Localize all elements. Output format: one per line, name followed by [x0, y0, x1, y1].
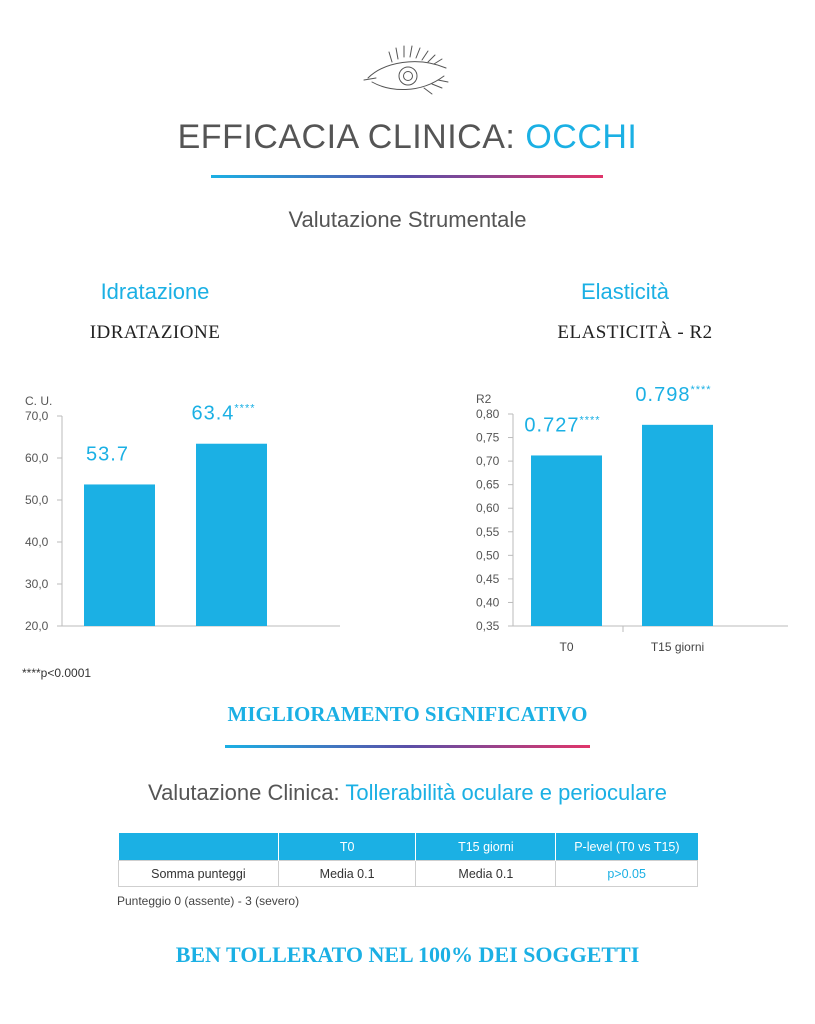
scale-note: Punteggio 0 (assente) - 3 (severo): [117, 894, 300, 908]
result-headline: MIGLIORAMENTO SIGNIFICATIVO: [227, 702, 588, 726]
table-cell: p>0.05: [556, 861, 698, 887]
bar: [84, 484, 155, 626]
y-tick-label: 0,65: [476, 477, 500, 492]
y-tick-label: 0,70: [476, 454, 500, 469]
bar: [531, 455, 602, 626]
bar: [196, 444, 267, 626]
x-tick-label: T0: [559, 640, 574, 654]
y-tick-label: 0,40: [476, 595, 500, 610]
tolerance-headline: BEN TOLLERATO NEL 100% DEI SOGGETTI: [175, 942, 640, 967]
chart-idratazione: [0, 380, 400, 650]
y-tick-label: 40,0: [25, 535, 49, 549]
significance-footnote: ****p<0.0001: [22, 666, 92, 680]
y-tick-label: 0,55: [476, 524, 500, 539]
page-title: EFFICACIA CLINICA: OCCHI: [177, 118, 638, 156]
tolerability-table: [118, 833, 698, 887]
y-tick-label: 0,60: [476, 501, 500, 516]
table-header-cell: [119, 833, 279, 861]
table-header-cell: T15 giorni: [416, 833, 556, 861]
y-tick-label: 0,50: [476, 548, 500, 563]
data-label: 0.727****: [524, 414, 601, 437]
y-tick-label: 0,75: [476, 430, 500, 445]
section-heading-elasticita: Elasticità: [580, 279, 670, 304]
table-header-cell: T0: [278, 833, 416, 861]
y-axis-label: C. U.: [25, 394, 53, 408]
table-cell: Somma punteggi: [119, 861, 279, 887]
title-divider: [211, 175, 603, 178]
chart-elasticita: [405, 370, 810, 665]
data-label: 63.4****: [191, 402, 256, 425]
y-axis-label: R2: [476, 392, 492, 406]
table-header-cell: P-level (T0 vs T15): [556, 833, 698, 861]
y-tick-label: 30,0: [25, 577, 49, 591]
significance-marker: ****: [579, 414, 601, 427]
y-tick-label: 0,45: [476, 571, 500, 586]
clinical-title: Valutazione Clinica: Tollerabilità oculare e perioculare: [148, 780, 667, 805]
y-tick-label: 0,80: [476, 407, 500, 421]
y-tick-label: 50,0: [25, 493, 49, 507]
table-row: [119, 861, 698, 887]
eye-icon: [362, 44, 454, 100]
table-cell: Media 0.1: [278, 861, 416, 887]
page-subtitle: Valutazione Strumentale: [288, 207, 527, 232]
result-divider: [225, 745, 590, 748]
y-tick-label: 0,35: [476, 619, 500, 633]
x-tick-label: T15 giorni: [650, 640, 705, 654]
table-cell: Media 0.1: [416, 861, 556, 887]
data-label: 53.7: [86, 443, 129, 466]
bar: [642, 425, 713, 626]
section-heading-idratazione: Idratazione: [100, 279, 210, 304]
chart-title-elasticita: ELASTICITÀ - R2: [557, 322, 713, 343]
significance-marker: ****: [234, 402, 256, 415]
table-header-row: [119, 833, 698, 861]
chart-title-idratazione: IDRATAZIONE: [89, 322, 221, 343]
significance-marker: ****: [690, 383, 712, 396]
y-tick-label: 60,0: [25, 451, 49, 465]
y-tick-label: 20,0: [25, 619, 49, 633]
data-label: 0.798****: [635, 383, 712, 406]
y-tick-label: 70,0: [25, 409, 49, 423]
